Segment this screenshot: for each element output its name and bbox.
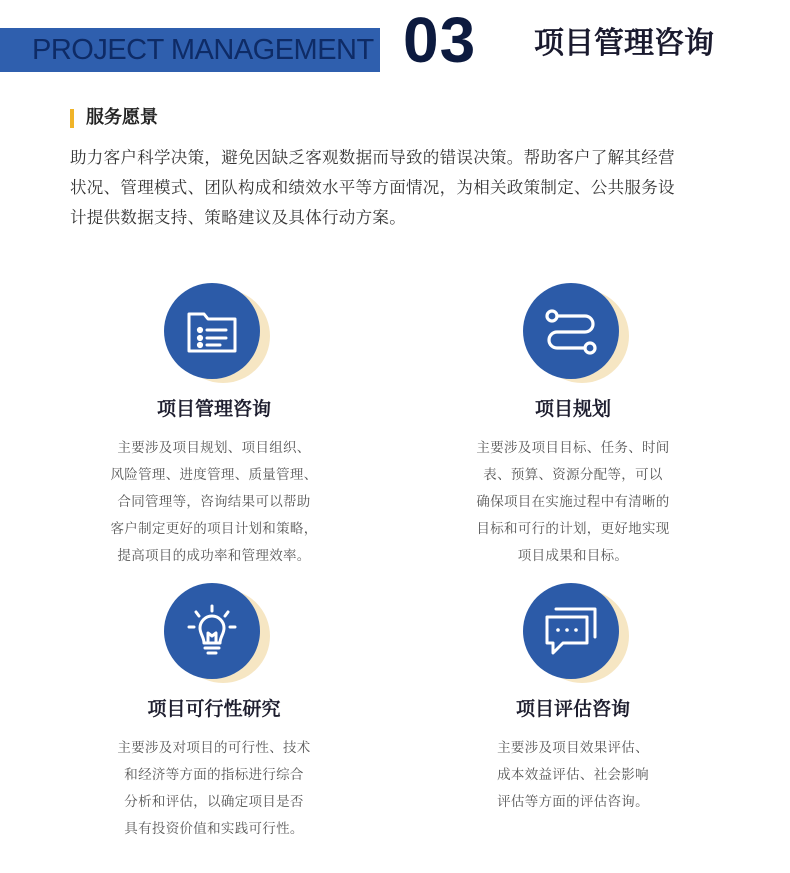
card-line: 和经济等方面的指标进行综合 [124,767,304,783]
card-line: 成本效益评估、社会影响 [497,767,649,783]
card-line: 风险管理、进度管理、质量管理、 [110,467,318,483]
card-line: 主要涉及项目效果评估、 [497,740,649,756]
section-label [70,106,158,130]
card-line: 主要涉及项目规划、项目组织、 [117,440,311,456]
card-description [64,735,364,843]
card-line: 提高项目的成功率和管理效率。 [117,548,311,564]
card-line: 分析和评估，以确定项目是否 [124,794,304,810]
section-label-text: 服务愿景 [86,107,158,128]
icon-badge [158,583,270,691]
card-line: 主要涉及对项目的可行性、技术 [117,740,311,756]
section-number: 03 [403,4,477,76]
card-line: 确保项目在实施过程中有清晰的 [476,494,670,510]
chat-bubbles-icon [543,605,599,657]
header-banner [0,28,380,72]
card-line: 合同管理等，咨询结果可以帮助 [117,494,311,510]
card-title: 项目管理咨询 [156,398,271,420]
icon-circle [164,283,260,379]
service-card-planning [423,283,723,570]
card-description [423,735,723,816]
intro-line: 状况、管理模式、团队构成和绩效水平等方面情况，为相关政策制定、公共服务设 [70,178,675,197]
accent-bar [70,109,74,128]
card-line: 主要涉及项目目标、任务、时间 [476,440,670,456]
banner-text: PROJECT MANAGEMENT [32,34,374,66]
card-description [64,435,364,570]
card-line: 表、预算、资源分配等，可以 [483,467,663,483]
card-line: 项目成果和目标。 [517,548,629,564]
route-icon [543,307,599,355]
card-line: 评估等方面的评估咨询。 [497,794,649,810]
card-title: 项目评估咨询 [515,698,630,720]
page-title: 项目管理咨询 [534,26,714,61]
card-title: 项目规划 [534,398,611,420]
icon-circle [164,583,260,679]
icon-circle [523,583,619,679]
card-line: 具有投资价值和实践可行性。 [124,821,304,837]
card-title: 项目可行性研究 [147,698,281,720]
service-card-feasibility [64,583,364,843]
card-line: 客户制定更好的项目计划和策略， [110,521,318,537]
icon-badge [517,583,629,691]
icon-badge [517,283,629,391]
service-card-evaluation [423,583,723,816]
intro-paragraph [70,143,730,233]
card-line: 目标和可行的计划，更好地实现 [476,521,670,537]
lightbulb-icon [184,603,240,659]
intro-line: 助力客户科学决策，避免因缺乏客观数据而导致的错误决策。帮助客户了解其经营 [70,148,675,167]
card-description [423,435,723,570]
intro-line: 计提供数据支持、策略建议及具体行动方案。 [70,208,406,227]
icon-circle [523,283,619,379]
service-card-management [64,283,364,570]
folder-list-icon [186,308,238,354]
icon-badge [158,283,270,391]
